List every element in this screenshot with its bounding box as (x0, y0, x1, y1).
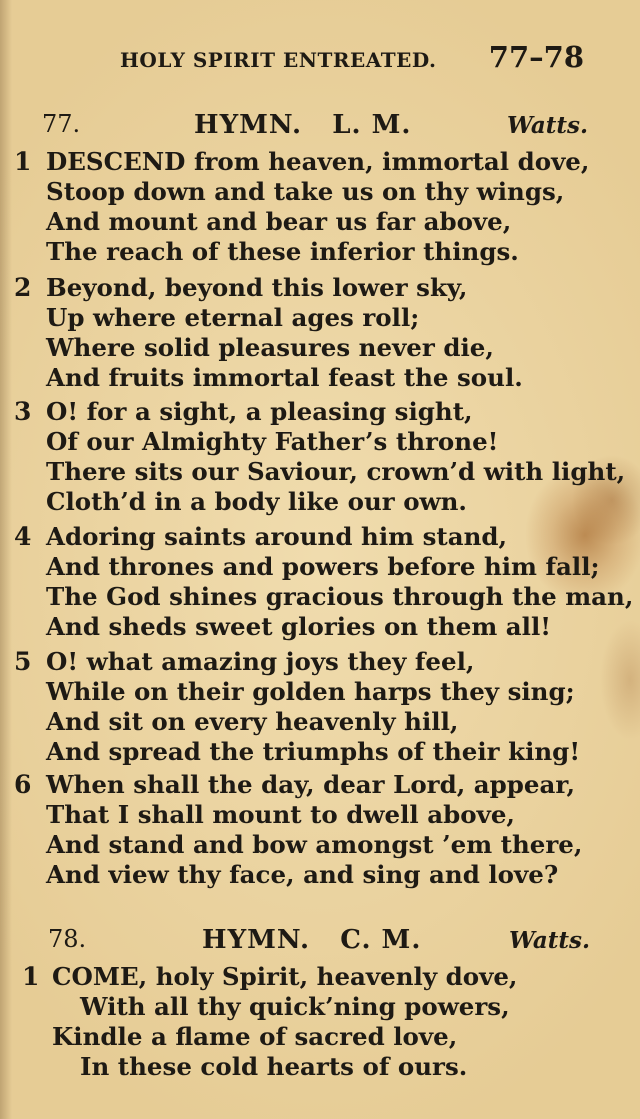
verse-line: O! for a sight, a pleasing sight, (46, 397, 473, 426)
running-head-title: HOLY SPIRIT ENTREATED. (120, 48, 437, 72)
hymn-number: 77. (42, 110, 81, 138)
hymn-author: Watts. (507, 112, 588, 139)
verse-line: COME, holy Spirit, heavenly dove, (52, 962, 518, 991)
hymn-77-header (0, 110, 640, 146)
running-head (120, 40, 590, 80)
verse-line: And thrones and powers before him fall; (46, 552, 600, 581)
hymn-title: HYMN. L. M. (194, 110, 412, 140)
verse-line: Where solid pleasures never die, (46, 333, 494, 362)
verse-line: Beyond, beyond this lower sky, (46, 273, 468, 302)
verse-line: And spread the triumphs of their king! (46, 737, 581, 766)
hymn-78-header (0, 925, 640, 961)
verse-line: Of our Almighty Father’s throne! (46, 427, 499, 456)
verse-line: And sheds sweet glories on them all! (46, 612, 552, 641)
verse-line: When shall the day, dear Lord, appear, (46, 770, 576, 799)
verse-line: While on their golden harps they sing; (46, 677, 575, 706)
verse-line: Stoop down and take us on thy wings, (46, 177, 565, 206)
page-numbers: 77–78 (488, 40, 584, 74)
verse-line: And mount and bear us far above, (46, 207, 512, 236)
verse-number: 1 (14, 147, 32, 176)
verse-number: 4 (14, 522, 32, 551)
verse-line: And view thy face, and sing and love? (46, 860, 559, 889)
verse-line: In these cold hearts of ours. (80, 1052, 468, 1081)
verse-line: O! what amazing joys they feel, (46, 647, 475, 676)
verse-number: 2 (14, 273, 32, 302)
verse-line: And fruits immortal feast the soul. (46, 363, 523, 392)
verse-line: And stand and bow amongst ’em there, (46, 830, 583, 859)
verse-line: The reach of these inferior things. (46, 237, 519, 266)
verse-number: 1 (22, 962, 40, 991)
verse-number: 6 (14, 770, 32, 799)
verse-line: Adoring saints around him stand, (46, 522, 508, 551)
verse-line: Cloth’d in a body like our own. (46, 487, 467, 516)
hymn-author: Watts. (509, 927, 590, 954)
verse-line: There sits our Saviour, crown’d with light, (46, 457, 626, 486)
verse-line: And sit on every heavenly hill, (46, 707, 459, 736)
verse-number: 3 (14, 397, 32, 426)
verse-line: With all thy quick’ning powers, (80, 992, 510, 1021)
verse-number: 5 (14, 647, 32, 676)
hymn-number: 78. (48, 925, 87, 953)
verse-line: Up where eternal ages roll; (46, 303, 420, 332)
verse-line: That I shall mount to dwell above, (46, 800, 515, 829)
verse-line: The God shines gracious through the man, (46, 582, 634, 611)
hymn-title: HYMN. C. M. (202, 925, 422, 955)
verse-line: Kindle a flame of sacred love, (52, 1022, 458, 1051)
verse-line: DESCEND from heaven, immortal dove, (46, 147, 590, 176)
